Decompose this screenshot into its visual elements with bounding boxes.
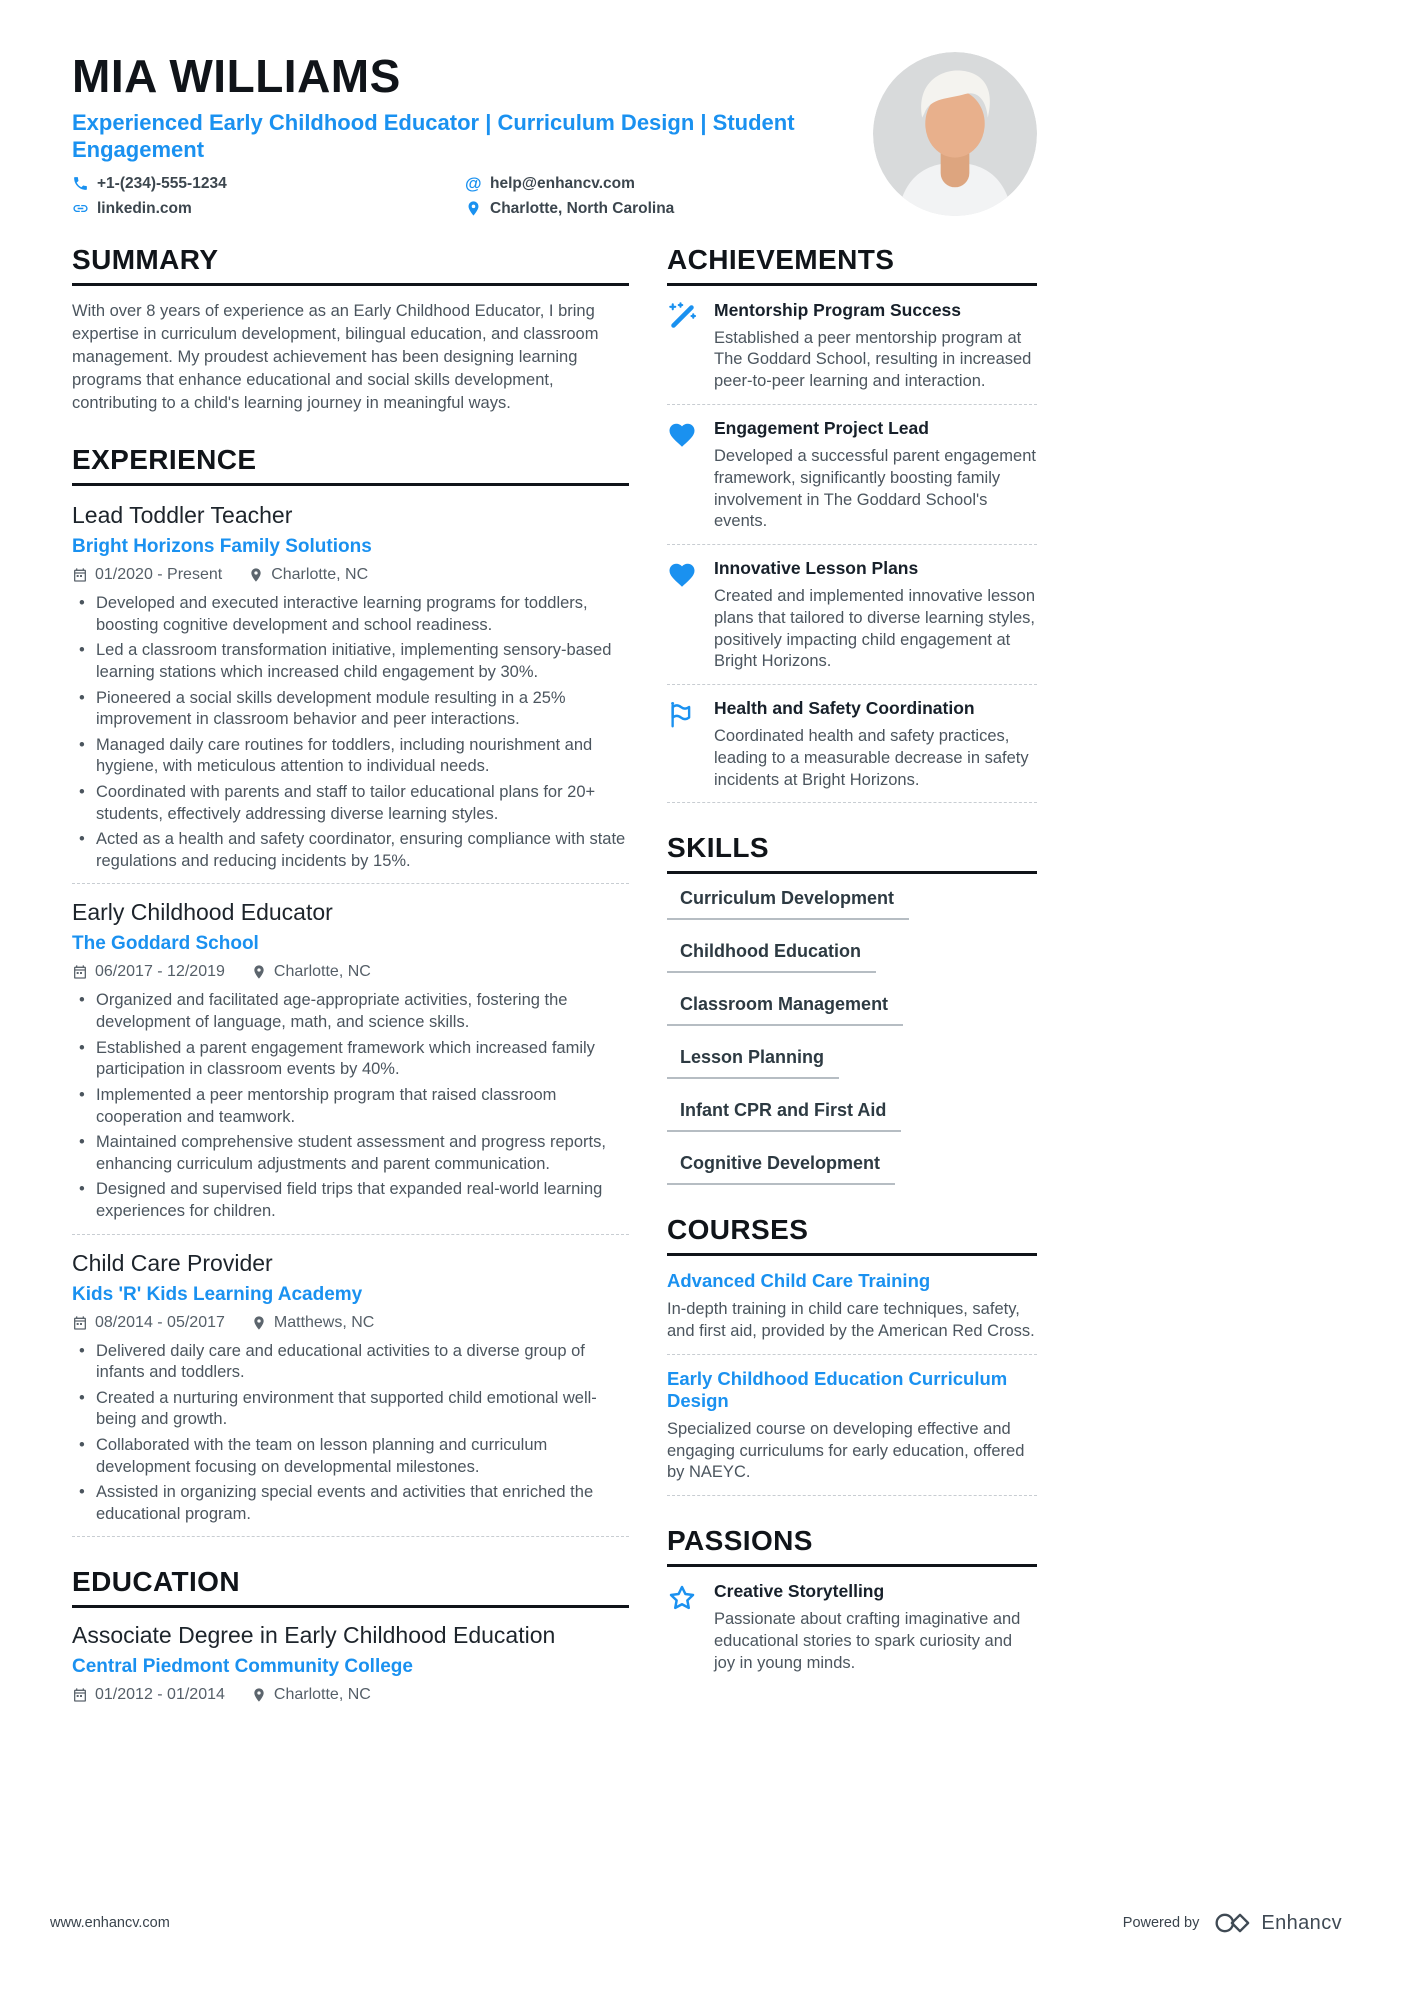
heart-icon xyxy=(667,560,697,590)
resume-content xyxy=(72,52,1037,1733)
course-title[interactable]: Advanced Child Care Training xyxy=(667,1270,931,1292)
course-item xyxy=(667,1368,1037,1496)
skill-item: Lesson Planning xyxy=(667,1047,839,1079)
passions-section xyxy=(667,1525,1037,1674)
achievements-list xyxy=(667,300,1037,804)
job-location xyxy=(251,963,371,981)
job-meta xyxy=(72,566,629,584)
job-title: Early Childhood Educator xyxy=(72,899,333,926)
columns xyxy=(72,244,1037,1734)
job-location-value: Matthews, NC xyxy=(273,1313,375,1331)
pin-icon xyxy=(251,1315,267,1331)
job-title: Child Care Provider xyxy=(72,1249,273,1276)
job-bullets xyxy=(72,593,629,872)
wand-icon xyxy=(667,302,697,332)
job-bullet: • Delivered daily care and educational activities to a diverse group of infants and toddlers. xyxy=(72,1341,629,1384)
flag-icon xyxy=(667,700,697,730)
passions-list xyxy=(667,1581,1037,1674)
experience-heading: EXPERIENCE xyxy=(72,444,629,486)
job-separator xyxy=(72,883,629,884)
job-bullet: • Assisted in organizing special events and activities that enriched the educational program. xyxy=(72,1482,629,1525)
achievement-description: Coordinated health and safety practices, leading to a measurable decrease in safety incidents at Bright Horizons. xyxy=(714,727,1029,789)
skill-item: Curriculum Development xyxy=(667,888,909,920)
calendar-icon xyxy=(72,1315,88,1331)
contact-linkedin[interactable] xyxy=(72,200,465,218)
achievement-description: Established a peer mentorship program at The Goddard School, resulting in increased peer-to-peer learning and interaction. xyxy=(714,328,1032,391)
header xyxy=(72,52,1037,218)
powered-by-label: Powered by xyxy=(1122,1915,1200,1931)
achievements-heading: ACHIEVEMENTS xyxy=(667,244,1037,286)
job-location xyxy=(248,566,368,584)
job-dates xyxy=(72,1314,225,1332)
star-icon xyxy=(667,1583,697,1613)
candidate-headline: Experienced Early Childhood Educator | Curriculum Design | Student Engagement xyxy=(72,109,795,163)
contact-location xyxy=(465,200,867,218)
education-heading: EDUCATION xyxy=(72,1566,629,1608)
contact-phone-value: +1-(234)-555-1234 xyxy=(97,174,227,192)
skills-section xyxy=(667,832,1037,1185)
achievement-title: Innovative Lesson Plans xyxy=(714,558,919,579)
courses-section xyxy=(667,1214,1037,1496)
achievement-text xyxy=(714,558,1037,673)
job-location-value: Charlotte, NC xyxy=(273,963,371,981)
job-location-value: Charlotte, NC xyxy=(271,566,369,584)
powered-by xyxy=(1123,1909,1342,1937)
achievement-title: Health and Safety Coordination xyxy=(714,698,975,719)
achievement-text xyxy=(714,418,1037,533)
job-bullet: • Organized and facilitated age-appropriate activities, fostering the development of language, math, and science skills. xyxy=(72,990,629,1033)
job-bullet: • Pioneered a social skills development module resulting in a 25% improvement in classroom behavior and peer interactions. xyxy=(72,688,629,731)
education-section xyxy=(72,1566,629,1704)
job-dates xyxy=(72,566,222,584)
candidate-name: MIA WILLIAMS xyxy=(72,50,401,102)
contact-location-value: Charlotte, North Carolina xyxy=(490,199,675,217)
courses-heading: COURSES xyxy=(667,1214,1037,1256)
contact-linkedin-value: linkedin.com xyxy=(97,199,192,217)
achievement-description: Created and implemented innovative lesson plans that tailored to diverse learning styles, positively impacting child engagement at Bright Horizons. xyxy=(714,587,1036,671)
achievement-item xyxy=(667,698,1037,803)
link-icon xyxy=(72,200,89,217)
course-item xyxy=(667,1270,1037,1355)
job-title: Lead Toddler Teacher xyxy=(72,502,293,529)
pin-icon xyxy=(248,567,264,583)
summary-section xyxy=(72,244,629,415)
job-bullets xyxy=(72,990,629,1222)
footer-site-link[interactable]: www.enhancv.com xyxy=(50,1915,170,1931)
summary-heading: SUMMARY xyxy=(72,244,629,286)
job-meta xyxy=(72,1314,629,1332)
enhancv-brand[interactable] xyxy=(1213,1909,1342,1937)
left-column xyxy=(72,244,629,1734)
skills-heading: SKILLS xyxy=(667,832,1037,874)
job-dates-value: 06/2017 - 12/2019 xyxy=(95,963,225,981)
course-separator xyxy=(667,1354,1037,1355)
pin-icon xyxy=(251,964,267,980)
education-school[interactable]: Central Piedmont Community College xyxy=(72,1656,413,1678)
calendar-icon xyxy=(72,567,88,583)
job-bullet: • Implemented a peer mentorship program that raised classroom cooperation and teamwork. xyxy=(72,1085,629,1128)
job-bullet: • Established a parent engagement framework which increased family participation in classroom events by 40%. xyxy=(72,1038,629,1081)
achievement-separator xyxy=(667,802,1037,803)
experience-job xyxy=(72,897,629,1234)
job-separator xyxy=(72,1234,629,1235)
course-description: In-depth training in child care techniques, safety, and first aid, provided by the American Red Cross. xyxy=(667,1300,1035,1341)
job-company[interactable]: Kids 'R' Kids Learning Academy xyxy=(72,1283,363,1305)
contact-email-value: help@enhancv.com xyxy=(490,174,635,192)
education-meta xyxy=(72,1686,629,1704)
calendar-icon xyxy=(72,1687,88,1703)
location-icon xyxy=(465,200,482,217)
enhancv-logo-icon xyxy=(1213,1909,1253,1937)
header-text xyxy=(72,52,867,218)
enhancv-brand-name: Enhancv xyxy=(1261,1911,1342,1934)
education-dates-value: 01/2012 - 01/2014 xyxy=(95,1686,225,1704)
at-icon: @ xyxy=(465,174,482,194)
achievement-text xyxy=(714,698,1037,791)
education-dates xyxy=(72,1686,225,1704)
passion-text xyxy=(714,1581,1037,1674)
contact-phone[interactable] xyxy=(72,175,465,193)
job-bullet: • Designed and supervised field trips that expanded real-world learning experiences for children. xyxy=(72,1179,629,1222)
skill-item: Childhood Education xyxy=(667,941,876,973)
education-location xyxy=(251,1686,371,1704)
right-column xyxy=(667,244,1037,1734)
job-location xyxy=(251,1314,374,1332)
job-bullet: • Collaborated with the team on lesson planning and curriculum development focusing on developmental milestones. xyxy=(72,1435,629,1478)
job-bullets xyxy=(72,1341,629,1526)
job-bullet: • Managed daily care routines for toddlers, including nourishment and hygiene, with meticulous attention to individual needs. xyxy=(72,735,629,778)
job-bullet: • Acted as a health and safety coordinator, ensuring compliance with state regulations and reducing incidents by 15%. xyxy=(72,829,629,872)
summary-text: With over 8 years of experience as an Early Childhood Educator, I bring expertise in curriculum development, bilingual education, and classroom management. My proudest achievement has been designing learning programs that enhance educational and social skills development, contributing to a child's learning journey in meaningful ways. xyxy=(72,301,599,413)
education-degree: Associate Degree in Early Childhood Education xyxy=(72,1622,556,1649)
courses-list xyxy=(667,1270,1037,1496)
job-company[interactable]: Bright Horizons Family Solutions xyxy=(72,536,372,558)
calendar-icon xyxy=(72,964,88,980)
pin-icon xyxy=(251,1687,267,1703)
job-dates-value: 01/2020 - Present xyxy=(95,566,223,584)
job-dates-value: 08/2014 - 05/2017 xyxy=(95,1313,225,1331)
passion-description: Passionate about crafting imaginative and educational stories to spark curiosity and joy in young minds. xyxy=(714,1610,1021,1672)
skills-list xyxy=(667,888,1037,1185)
job-meta xyxy=(72,963,629,981)
footer xyxy=(50,1909,1342,1937)
achievement-description: Developed a successful parent engagement framework, significantly boosting family involvement in The Goddard School's events. xyxy=(714,446,1036,531)
achievement-item xyxy=(667,418,1037,545)
experience-job xyxy=(72,1248,629,1538)
achievement-separator xyxy=(667,404,1037,405)
achievement-title: Mentorship Program Success xyxy=(714,299,962,320)
achievement-separator xyxy=(667,544,1037,545)
achievement-text xyxy=(714,300,1037,393)
passions-heading: PASSIONS xyxy=(667,1525,1037,1567)
skill-item: Cognitive Development xyxy=(667,1153,895,1185)
phone-icon xyxy=(72,175,89,192)
contact-info xyxy=(72,175,867,218)
heart-icon xyxy=(667,420,697,450)
job-dates xyxy=(72,963,225,981)
job-bullet: • Led a classroom transformation initiative, implementing sensory-based learning stations which increased child engagement by 30%. xyxy=(72,640,629,683)
course-title[interactable]: Early Childhood Education Curriculum Design xyxy=(667,1367,1008,1411)
contact-email[interactable] xyxy=(465,175,867,193)
passion-item xyxy=(667,1581,1037,1674)
avatar xyxy=(873,52,1037,216)
experience-section xyxy=(72,444,629,1537)
achievement-separator xyxy=(667,684,1037,685)
job-company[interactable]: The Goddard School xyxy=(72,933,259,955)
achievement-item xyxy=(667,558,1037,685)
avatar-photo-placeholder xyxy=(873,52,1037,216)
course-description: Specialized course on developing effective and engaging curriculums for early education, offered by NAEYC. xyxy=(667,1419,1025,1482)
experience-job xyxy=(72,500,629,884)
job-bullet: • Created a nurturing environment that supported child emotional well-being and growth. xyxy=(72,1388,629,1431)
job-separator xyxy=(72,1536,629,1537)
achievement-title: Engagement Project Lead xyxy=(714,417,929,438)
passion-title: Creative Storytelling xyxy=(714,1581,885,1602)
job-bullet: • Coordinated with parents and staff to tailor educational plans for 20+ students, effectively addressing diverse learning styles. xyxy=(72,782,629,825)
education-location-value: Charlotte, NC xyxy=(273,1686,371,1704)
skill-item: Infant CPR and First Aid xyxy=(667,1100,901,1132)
achievement-item xyxy=(667,300,1037,405)
achievements-section xyxy=(667,244,1037,804)
skill-item: Classroom Management xyxy=(667,994,903,1026)
course-separator xyxy=(667,1495,1037,1496)
job-bullet: • Maintained comprehensive student assessment and progress reports, enhancing curriculum adjustments and parent communication. xyxy=(72,1132,629,1175)
job-bullet: • Developed and executed interactive learning programs for toddlers, boosting cognitive development and school readiness. xyxy=(72,593,629,636)
experience-jobs xyxy=(72,500,629,1537)
